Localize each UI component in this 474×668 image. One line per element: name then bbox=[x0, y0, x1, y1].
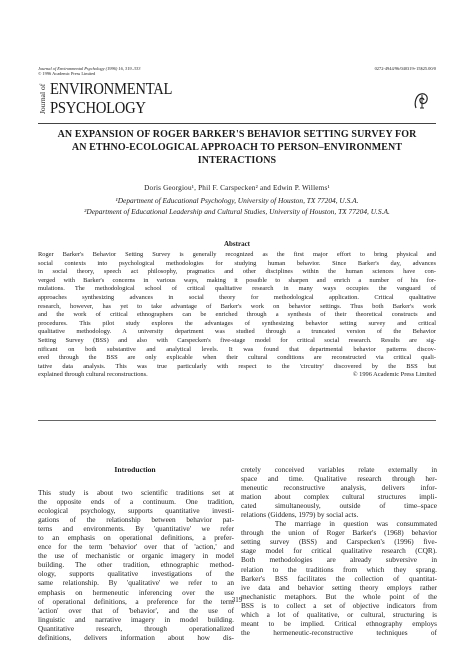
publisher-logo-icon bbox=[412, 91, 432, 111]
journal-logo bbox=[38, 79, 173, 120]
abstract-rule bbox=[38, 420, 436, 421]
body-line: 'action' over that of 'behavior', and the use of bbox=[38, 605, 234, 615]
abstract-line: explained through cultural reconstructions. bbox=[38, 371, 148, 379]
body-line: meant to be implied. Critical ethnography employs bbox=[241, 618, 437, 628]
abstract-line: and the work of critical ethnographers can be enriched through a synthesis of their theoretical constructs and bbox=[38, 311, 436, 319]
right-column bbox=[241, 465, 437, 637]
body-line: gations of the relationship between behavior pat- bbox=[38, 515, 234, 525]
page-number: 319 bbox=[231, 596, 243, 604]
abstract-line: Roger Barker's Behavior Setting Survey is generally recognized as the first major effort to bring physical and bbox=[38, 251, 436, 258]
abstract-line: research, however, has yet to take advantage of Barker's work on behavior settings. Thus both Barker's work bbox=[38, 302, 436, 310]
body-line: definitions, delivers information about how dis- bbox=[38, 632, 234, 642]
title-line: AN ETHNO-ECOLOGICAL APPROACH TO PERSON–ENVIRONMENT bbox=[71, 142, 403, 153]
abstract-heading: Abstract bbox=[223, 240, 251, 248]
abstract-line: Setting Survey (BSS) and also with Carspecken's five-stage model for critical social research. Results are sig- bbox=[38, 336, 436, 344]
body-line: The marriage in question was consummated bbox=[241, 519, 437, 529]
body-line: the opposite ends of a continuum. One tradition, bbox=[38, 497, 234, 507]
journal-citation: Journal of Environmental Psychology (1996) 16, 319–333 bbox=[38, 66, 141, 71]
body-line: space and time. Qualitative research through her- bbox=[241, 474, 437, 484]
abstract-copyright: © 1996 Academic Press Limited bbox=[352, 371, 436, 379]
affiliations bbox=[38, 196, 436, 217]
body-line: the hermeneutic-reconstructive techniques of bbox=[241, 627, 437, 637]
body-line: ecological psychology, supports quantitative investi- bbox=[38, 506, 234, 516]
body-line: ology, supports qualitative investigations of the bbox=[38, 569, 234, 579]
abstract-line: qualitative methodology. A university department was studied through a truncated version of the Behavior bbox=[38, 328, 436, 336]
body-line: of operational definitions, a preference for the term bbox=[38, 596, 234, 606]
affiliation-2: ²Department of Educational Leadership and Cultural Studies, University of Houston, TX 77204, U.S.A. bbox=[84, 206, 390, 216]
body-line: meneutic reconstructive analysis, delivers infor- bbox=[241, 483, 437, 493]
header-rule bbox=[38, 123, 436, 124]
body-line: Barker's BSS facilitates the collection of quantitat- bbox=[241, 573, 437, 583]
abstract-line: in social theory, speech act philosophy, pragmatics and other disciplines within the human sciences have con- bbox=[38, 268, 436, 276]
abstract-body bbox=[38, 251, 436, 380]
logo-environmental: ENVIRONMENTAL bbox=[50, 79, 173, 98]
body-line: building. The other tradition, ethnographic method- bbox=[38, 560, 234, 570]
abstract-line: approaches synthesizing advances in social theory for methodological application. Critical qualitative bbox=[38, 293, 436, 301]
body-line: Quantitative research, through operationalized bbox=[38, 623, 234, 633]
left-column bbox=[38, 488, 234, 642]
abstract-line: ered through the BSS are only explicable when their cultural conditions are reconstructed via critical quali- bbox=[38, 354, 436, 362]
body-line: which a lot of qualitative, or cultural, structuring is bbox=[241, 609, 437, 619]
abstract-line: procedures. This pilot study explores the advantages of synthesizing behavior setting survey and critical bbox=[38, 319, 436, 327]
body-line: relations (Giddens, 1979) by social acts. bbox=[241, 510, 359, 520]
title-line: AN EXPANSION OF ROGER BARKER'S BEHAVIOR SETTING SURVEY FOR bbox=[57, 129, 417, 140]
article-title bbox=[38, 128, 436, 167]
body-line: cretely conceived variables relate externally in bbox=[241, 465, 437, 474]
body-line: linguistic and narrative imagery in model building. bbox=[38, 614, 234, 624]
affiliation-1: ¹Department of Educational Psychology, University of Houston, TX 77204, U.S.A. bbox=[115, 196, 359, 205]
body-line: mation about complex cultural structures impli- bbox=[241, 492, 437, 502]
logo-journal-of: Journal of bbox=[38, 83, 47, 115]
abstract-line: verged with Barker's concerns in various ways, making it possible to sharpen and enrich a number of his for- bbox=[38, 276, 436, 284]
title-line: INTERACTIONS bbox=[197, 155, 277, 166]
body-line: ence for the term 'behavior' over that of 'action,' and bbox=[38, 542, 234, 552]
body-line: through the union of Roger Barker's (1968) behavior bbox=[241, 528, 437, 538]
body-line: This study is about two scientific traditions set at bbox=[38, 488, 234, 497]
body-line: ive data and behavior setting theory employs rather bbox=[241, 582, 437, 592]
body-line: cated simultaneously, outside of time–space bbox=[241, 501, 437, 511]
abstract-line: mulations. The methodological school of critical qualitative research in many ways occupies the vanguard of bbox=[38, 285, 436, 293]
author-list: Doris Georgiou¹, Phil F. Carspecken² and Edwin P. Willems¹ bbox=[144, 184, 330, 192]
body-line: BSS is to collect a set of objective indicators from bbox=[241, 600, 437, 610]
introduction-heading: Introduction bbox=[114, 465, 156, 474]
body-line: setting survey (BSS) and Carspecken's (1996) five- bbox=[241, 537, 437, 547]
logo-psychology: PSYCHOLOGY bbox=[50, 98, 146, 117]
body-line: mechanistic metaphors. But the whole point of the bbox=[241, 591, 437, 601]
abstract-final-line bbox=[38, 371, 436, 380]
abstract-line: social contexts into psychological methodologies for studying human behavior. Since Barker's day, advances bbox=[38, 259, 436, 267]
abstract-line: tative data analysis. This was true particularly with respect to the 'circuitry' discovered by the BSS but bbox=[38, 362, 436, 370]
abstract-line: nificant on both substantive and analytical levels. It was found that departmental behavior patterns discov- bbox=[38, 345, 436, 353]
article-code: 0272-4944/96/040319+15$25.00/0 bbox=[374, 66, 436, 71]
body-line: the use of mechanistic or organic imagery in model bbox=[38, 551, 234, 561]
journal-copyright: © 1996 Academic Press Limited bbox=[38, 71, 96, 76]
body-line: to an emphasis on operational definitions, a prefer- bbox=[38, 533, 234, 543]
body-line: same relationship. By 'qualitative' we refer to an bbox=[38, 578, 234, 588]
body-line: emphasis on hermeneutic inferencing over the use bbox=[38, 587, 234, 597]
body-line: relation to the traditions from which they sprang. bbox=[241, 564, 437, 574]
body-line: terns and environments. By 'quantitative' we refer bbox=[38, 524, 234, 534]
body-line: Both methodologies are already subversive in bbox=[241, 555, 437, 565]
body-line: stage model for critical qualitative research (CQR). bbox=[241, 546, 437, 556]
